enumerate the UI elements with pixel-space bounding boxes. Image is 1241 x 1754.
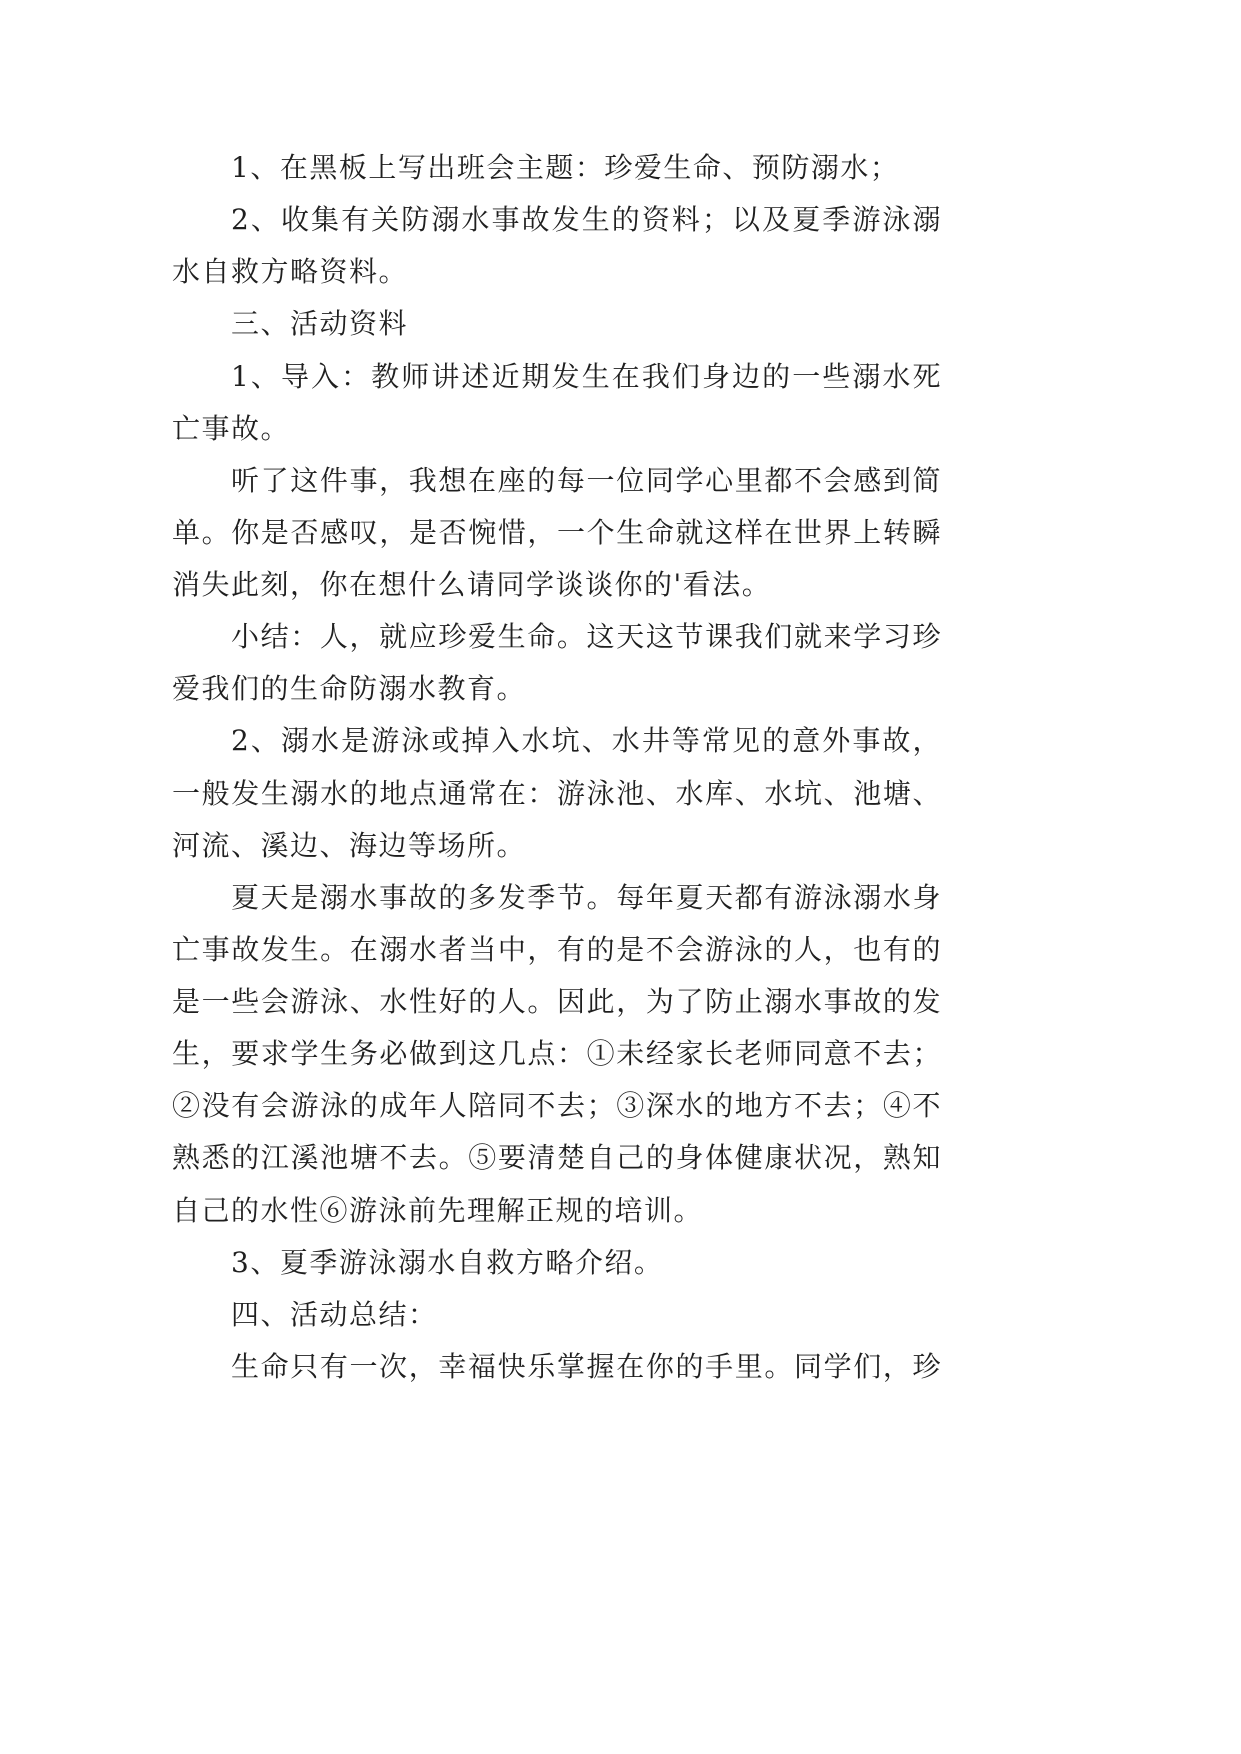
section-heading-conclusion <box>172 1289 942 1341</box>
section-heading-activity <box>172 298 942 350</box>
document-body <box>172 142 942 1393</box>
text-line: ②没有会游泳的成年人陪同不去；③深水的地方不去；④不 <box>172 1089 942 1123</box>
paragraph-drowning-locations <box>172 715 942 871</box>
text-line: 自己的水性⑥游泳前先理解正规的培训。 <box>172 1193 704 1227</box>
paragraph-summer-safety-rules <box>172 872 942 1237</box>
text-line: 是一些会游泳、水性好的人。因此，为了防止溺水事故的发 <box>172 985 942 1018</box>
text-line: 三、活动资料 <box>231 307 409 341</box>
paragraph-introduction <box>172 351 942 455</box>
paragraph-conclusion <box>172 1341 942 1393</box>
text-line: 2、收集有关防溺水事故发生的资料；以及夏季游泳溺 <box>231 203 942 237</box>
text-line: 听了这件事，我想在座的每一位同学心里都不会感到简 <box>231 463 942 497</box>
text-line: 四、活动总结： <box>231 1297 438 1331</box>
text-line: 1、在黑板上写出班会主题：珍爱生命、预防溺水； <box>231 151 900 184</box>
text-line: 爱我们的生命防溺水教育。 <box>172 672 527 706</box>
paragraph-summary <box>172 611 942 715</box>
paragraph-discussion <box>172 455 942 611</box>
text-line: 消失此刻，你在想什么请同学谈谈你的'看法。 <box>172 568 772 601</box>
text-line: 1、导入：教师讲述近期发生在我们身边的一些溺水死 <box>231 359 942 393</box>
paragraph-prep-blackboard <box>172 142 942 194</box>
text-line: 水自救方略资料。 <box>172 255 409 289</box>
text-line: 一般发生溺水的地点通常在：游泳池、水库、水坑、池塘、 <box>172 776 942 810</box>
text-line: 生，要求学生务必做到这几点：①未经家长老师同意不去； <box>172 1037 942 1071</box>
text-line: 夏天是溺水事故的多发季节。每年夏天都有游泳溺水身 <box>231 880 942 914</box>
text-line: 亡事故。 <box>172 411 291 445</box>
text-line: 熟悉的江溪池塘不去。⑤要清楚自己的身体健康状况，熟知 <box>172 1141 942 1175</box>
text-line: 2、溺水是游泳或掉入水坑、水井等常见的意外事故， <box>231 724 942 758</box>
text-line: 单。你是否感叹，是否惋惜，一个生命就这样在世界上转瞬 <box>172 515 942 549</box>
paragraph-prep-materials <box>172 194 942 298</box>
text-line: 河流、溪边、海边等场所。 <box>172 828 527 862</box>
text-line: 亡事故发生。在溺水者当中，有的是不会游泳的人，也有的 <box>172 932 942 966</box>
text-line: 3、夏季游泳溺水自救方略介绍。 <box>231 1245 664 1279</box>
text-line: 小结：人，就应珍爱生命。这天这节课我们就来学习珍 <box>231 620 942 654</box>
text-line: 生命只有一次，幸福快乐掌握在你的手里。同学们，珍 <box>231 1349 942 1383</box>
paragraph-self-rescue <box>172 1237 942 1289</box>
